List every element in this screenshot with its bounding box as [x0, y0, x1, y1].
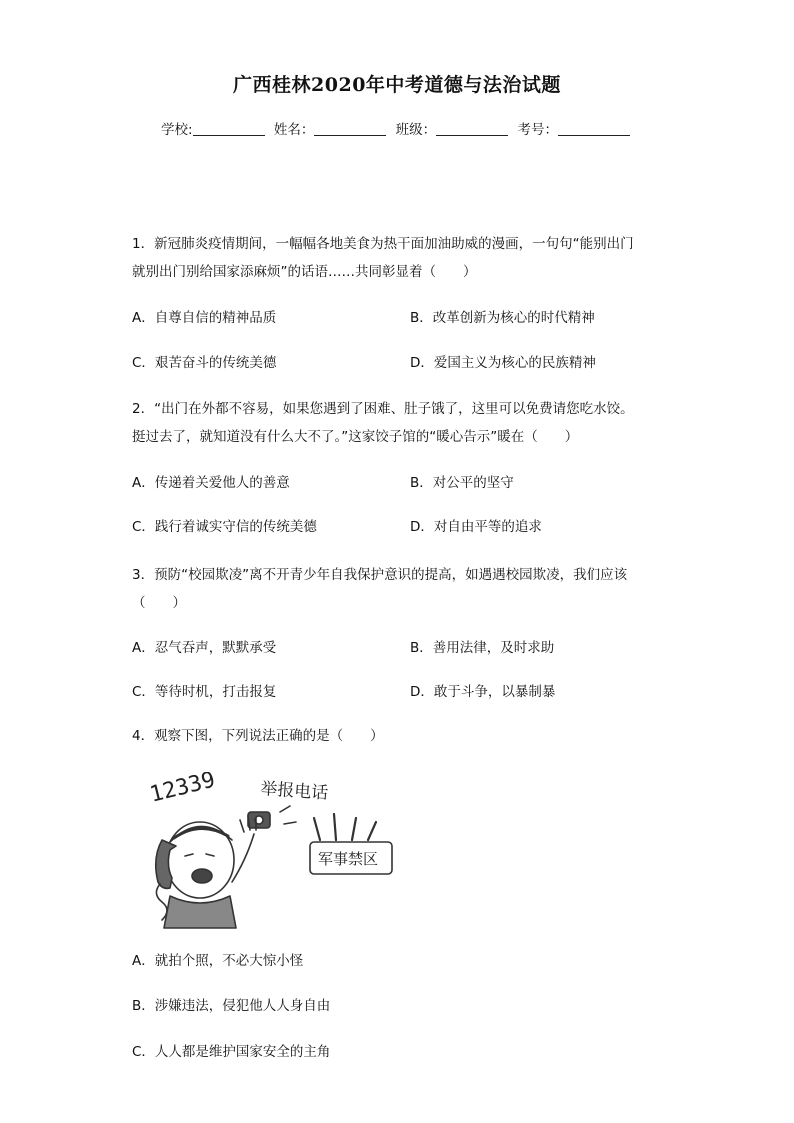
school-label: 学校:: [161, 122, 193, 138]
cartoon-illustration: [140, 772, 400, 932]
hotline-number: 12339: [147, 772, 218, 808]
question-line: 3．预防“校园欺凌”离不开青少年自我保护意识的提高，如遇遇校园欺凌，我们应该: [132, 567, 628, 583]
question-4-option-b: B．涉嫌违法，侵犯他人人身自由: [132, 998, 331, 1014]
hotline-caption: 举报电话: [259, 779, 329, 804]
cartoon-figure: [140, 772, 400, 932]
question-2-option-a: A．传递着关爱他人的善意: [132, 475, 290, 491]
question-line: 就别出门别给国家添麻烦”的话语……共同彰显着（ ）: [132, 264, 477, 280]
phone-icon: [156, 840, 176, 888]
question-line: （ ）: [132, 595, 186, 611]
question-1-stem: [132, 230, 672, 286]
question-1-option-b: B．改革创新为核心的时代精神: [410, 310, 595, 326]
question-3-option-d: D．敢于斗争，以暴制暴: [410, 684, 556, 700]
exam-number-blank[interactable]: [558, 121, 630, 136]
question-4-stem: [132, 722, 672, 750]
question-line: 1．新冠肺炎疫情期间，一幅幅各地美食为热干面加油助威的漫画，一句句“能别出门: [132, 236, 634, 252]
question-2-stem: [132, 395, 672, 451]
question-3-option-c: C．等待时机，打击报复: [132, 684, 277, 700]
sign-text: 军事禁区: [318, 850, 379, 868]
question-4-option-c: C．人人都是维护国家安全的主角: [132, 1044, 331, 1060]
question-line: 2．“出门在外都不容易，如果您遇到了困难、肚子饿了，这里可以免费请您吃水饺。: [132, 401, 634, 417]
question-2-option-c: C．践行着诚实守信的传统美德: [132, 519, 317, 535]
school-blank[interactable]: [193, 121, 265, 136]
question-1-option-c: C．艰苦奋斗的传统美德: [132, 355, 277, 371]
question-3-stem: [132, 561, 672, 617]
question-2-option-b: B．对公平的坚守: [410, 475, 514, 491]
question-4-option-a: A．就拍个照，不必大惊小怪: [132, 953, 304, 969]
page-title: 广西桂林2020年中考道德与法治试题: [233, 74, 561, 96]
student-info-line: [0, 118, 794, 138]
class-label: 班级：: [395, 122, 437, 138]
question-line: 挺过去了，就知道没有什么大不了。”这家饺子馆的“暖心告示”暖在（ ）: [132, 429, 579, 445]
question-1-option-a: A．自尊自信的精神品质: [132, 310, 277, 326]
class-blank[interactable]: [436, 121, 508, 136]
question-line: 4．观察下图，下列说法正确的是（ ）: [132, 728, 384, 744]
name-label: 姓名：: [273, 122, 315, 138]
name-blank[interactable]: [314, 121, 386, 136]
exam-number-label: 考号：: [517, 122, 558, 138]
question-1-option-d: D．爱国主义为核心的民族精神: [410, 355, 596, 371]
question-2-option-d: D．对自由平等的追求: [410, 519, 542, 535]
question-3-option-a: A．忍气吞声，默默承受: [132, 640, 277, 656]
question-3-option-b: B．善用法律，及时求助: [410, 640, 555, 656]
